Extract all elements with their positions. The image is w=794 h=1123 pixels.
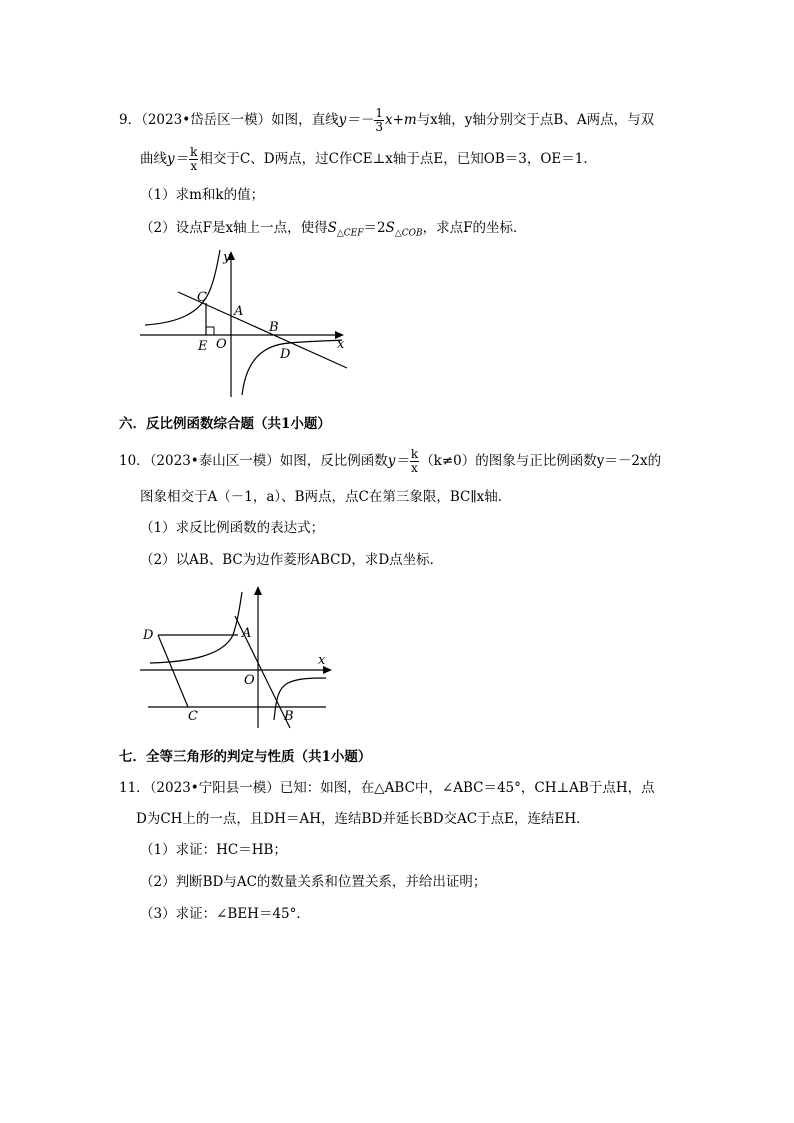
q9-text4: 相交于C、D两点，过C作CE⊥x轴于点E，已知OB＝3，OE＝1． <box>199 151 597 167</box>
q9-part2 <box>140 218 526 244</box>
q10-part1: （1）求反比例函数的表达式； <box>140 520 325 536</box>
q9-fraction-k <box>189 146 198 173</box>
q10-y-arrow <box>254 586 262 595</box>
q9-xm: x+m <box>384 112 417 128</box>
section-7-heading: 七．全等三角形的判定与性质（共1小题） <box>119 749 372 765</box>
q10-part2: （2）以AB、BC为边作菱形ABCD，求D点坐标． <box>140 552 444 568</box>
q9-fraction <box>374 107 384 134</box>
q9-sub1: △CEF <box>336 228 364 239</box>
q11-source: （2023•宁阳县一模） <box>149 780 280 796</box>
q9-s1: S <box>327 220 337 236</box>
q9-k-den: x <box>190 159 198 173</box>
q9-label-E: E <box>198 339 208 354</box>
q10-label-D: D <box>143 628 154 643</box>
q11-part2: （2）判断BD与AC的数量关系和位置关系，并给出证明； <box>140 874 487 890</box>
q9-s2: S <box>385 220 395 236</box>
q9-text: 如图，直线 <box>271 112 339 128</box>
q9-text3: 曲线 <box>140 151 167 167</box>
q10-label-A: A <box>242 626 252 641</box>
q9-figure <box>130 245 360 405</box>
q9-label-C: C <box>197 290 207 305</box>
q9-p2a: （2）设点F是x轴上一点，使得 <box>140 220 328 236</box>
q9-frac-den: 3 <box>375 120 383 134</box>
q11-line1 <box>119 778 655 798</box>
q9-label-O: O <box>216 337 227 352</box>
q10-label-x: x <box>318 653 326 668</box>
q9-sub2: △COB <box>394 228 423 239</box>
q11-line2: D为CH上的一点，且DH＝AH，连结BD并延长BD交AC于点E，连结EH． <box>136 811 590 827</box>
q9-hyperbola-left <box>145 250 220 325</box>
q9-p2b: ，求点F的坐标． <box>422 220 527 236</box>
q10-label-B: B <box>284 709 294 724</box>
q10-k-num: k <box>410 447 419 461</box>
q11-number: 11． <box>119 780 150 796</box>
q9-label-x: x <box>337 337 345 352</box>
q11-part1: （1）求证：HC＝HB； <box>140 842 287 858</box>
q10-fraction-k <box>410 448 419 475</box>
q9-equation: y＝－ <box>338 112 374 128</box>
q10-dc-line <box>158 635 188 707</box>
q10-source: （2023•泰山区一模） <box>149 453 280 469</box>
q9-frac-num: 1 <box>375 106 383 120</box>
q11-text: 已知：如图，在△ABC中，∠ABC＝45°，CH⊥AB于点H，点 <box>279 780 655 796</box>
q9-equation2: y＝ <box>167 151 189 167</box>
q9-right-angle <box>206 327 214 335</box>
q10-line1 <box>119 448 661 475</box>
q9-line1 <box>119 107 654 134</box>
q9-eq: ＝2 <box>363 220 386 236</box>
q10-text: 如图，反比例函数 <box>279 453 388 469</box>
q10-text2: （k≠0）的图象与正比例函数y＝－2x的 <box>420 453 662 469</box>
q10-label-C: C <box>188 709 198 724</box>
q9-label-y: y <box>223 250 231 265</box>
q9-label-D: D <box>280 347 291 362</box>
q9-k-num: k <box>190 145 198 159</box>
q10-k-den: x <box>411 461 418 475</box>
q10-label-O: O <box>244 673 255 688</box>
q10-hyperbola-left <box>150 592 242 663</box>
q9-text2: 与x轴，y轴分别交于点B、A两点，与双 <box>416 112 655 128</box>
q9-source: （2023•岱岳区一模） <box>141 112 272 128</box>
section-6-heading: 六．反比例函数综合题（共1小题） <box>119 416 331 432</box>
q10-figure <box>138 580 338 730</box>
q9-part1: （1）求m和k的值； <box>140 187 265 203</box>
q9-label-B: B <box>269 320 279 335</box>
q9-label-A: A <box>234 304 244 319</box>
q10-hyperbola-right <box>274 678 326 720</box>
q9-number: 9． <box>119 112 142 128</box>
q10-line2: 图象相交于A（－1，a）、B两点，点C在第三象限，BC∥x轴． <box>140 489 512 505</box>
q10-equation: y＝ <box>387 453 409 469</box>
q9-line2 <box>140 146 597 173</box>
q9-hyperbola-right <box>242 340 342 395</box>
q10-number: 10． <box>119 453 150 469</box>
q11-part3: （3）求证：∠BEH＝45°． <box>140 906 310 922</box>
